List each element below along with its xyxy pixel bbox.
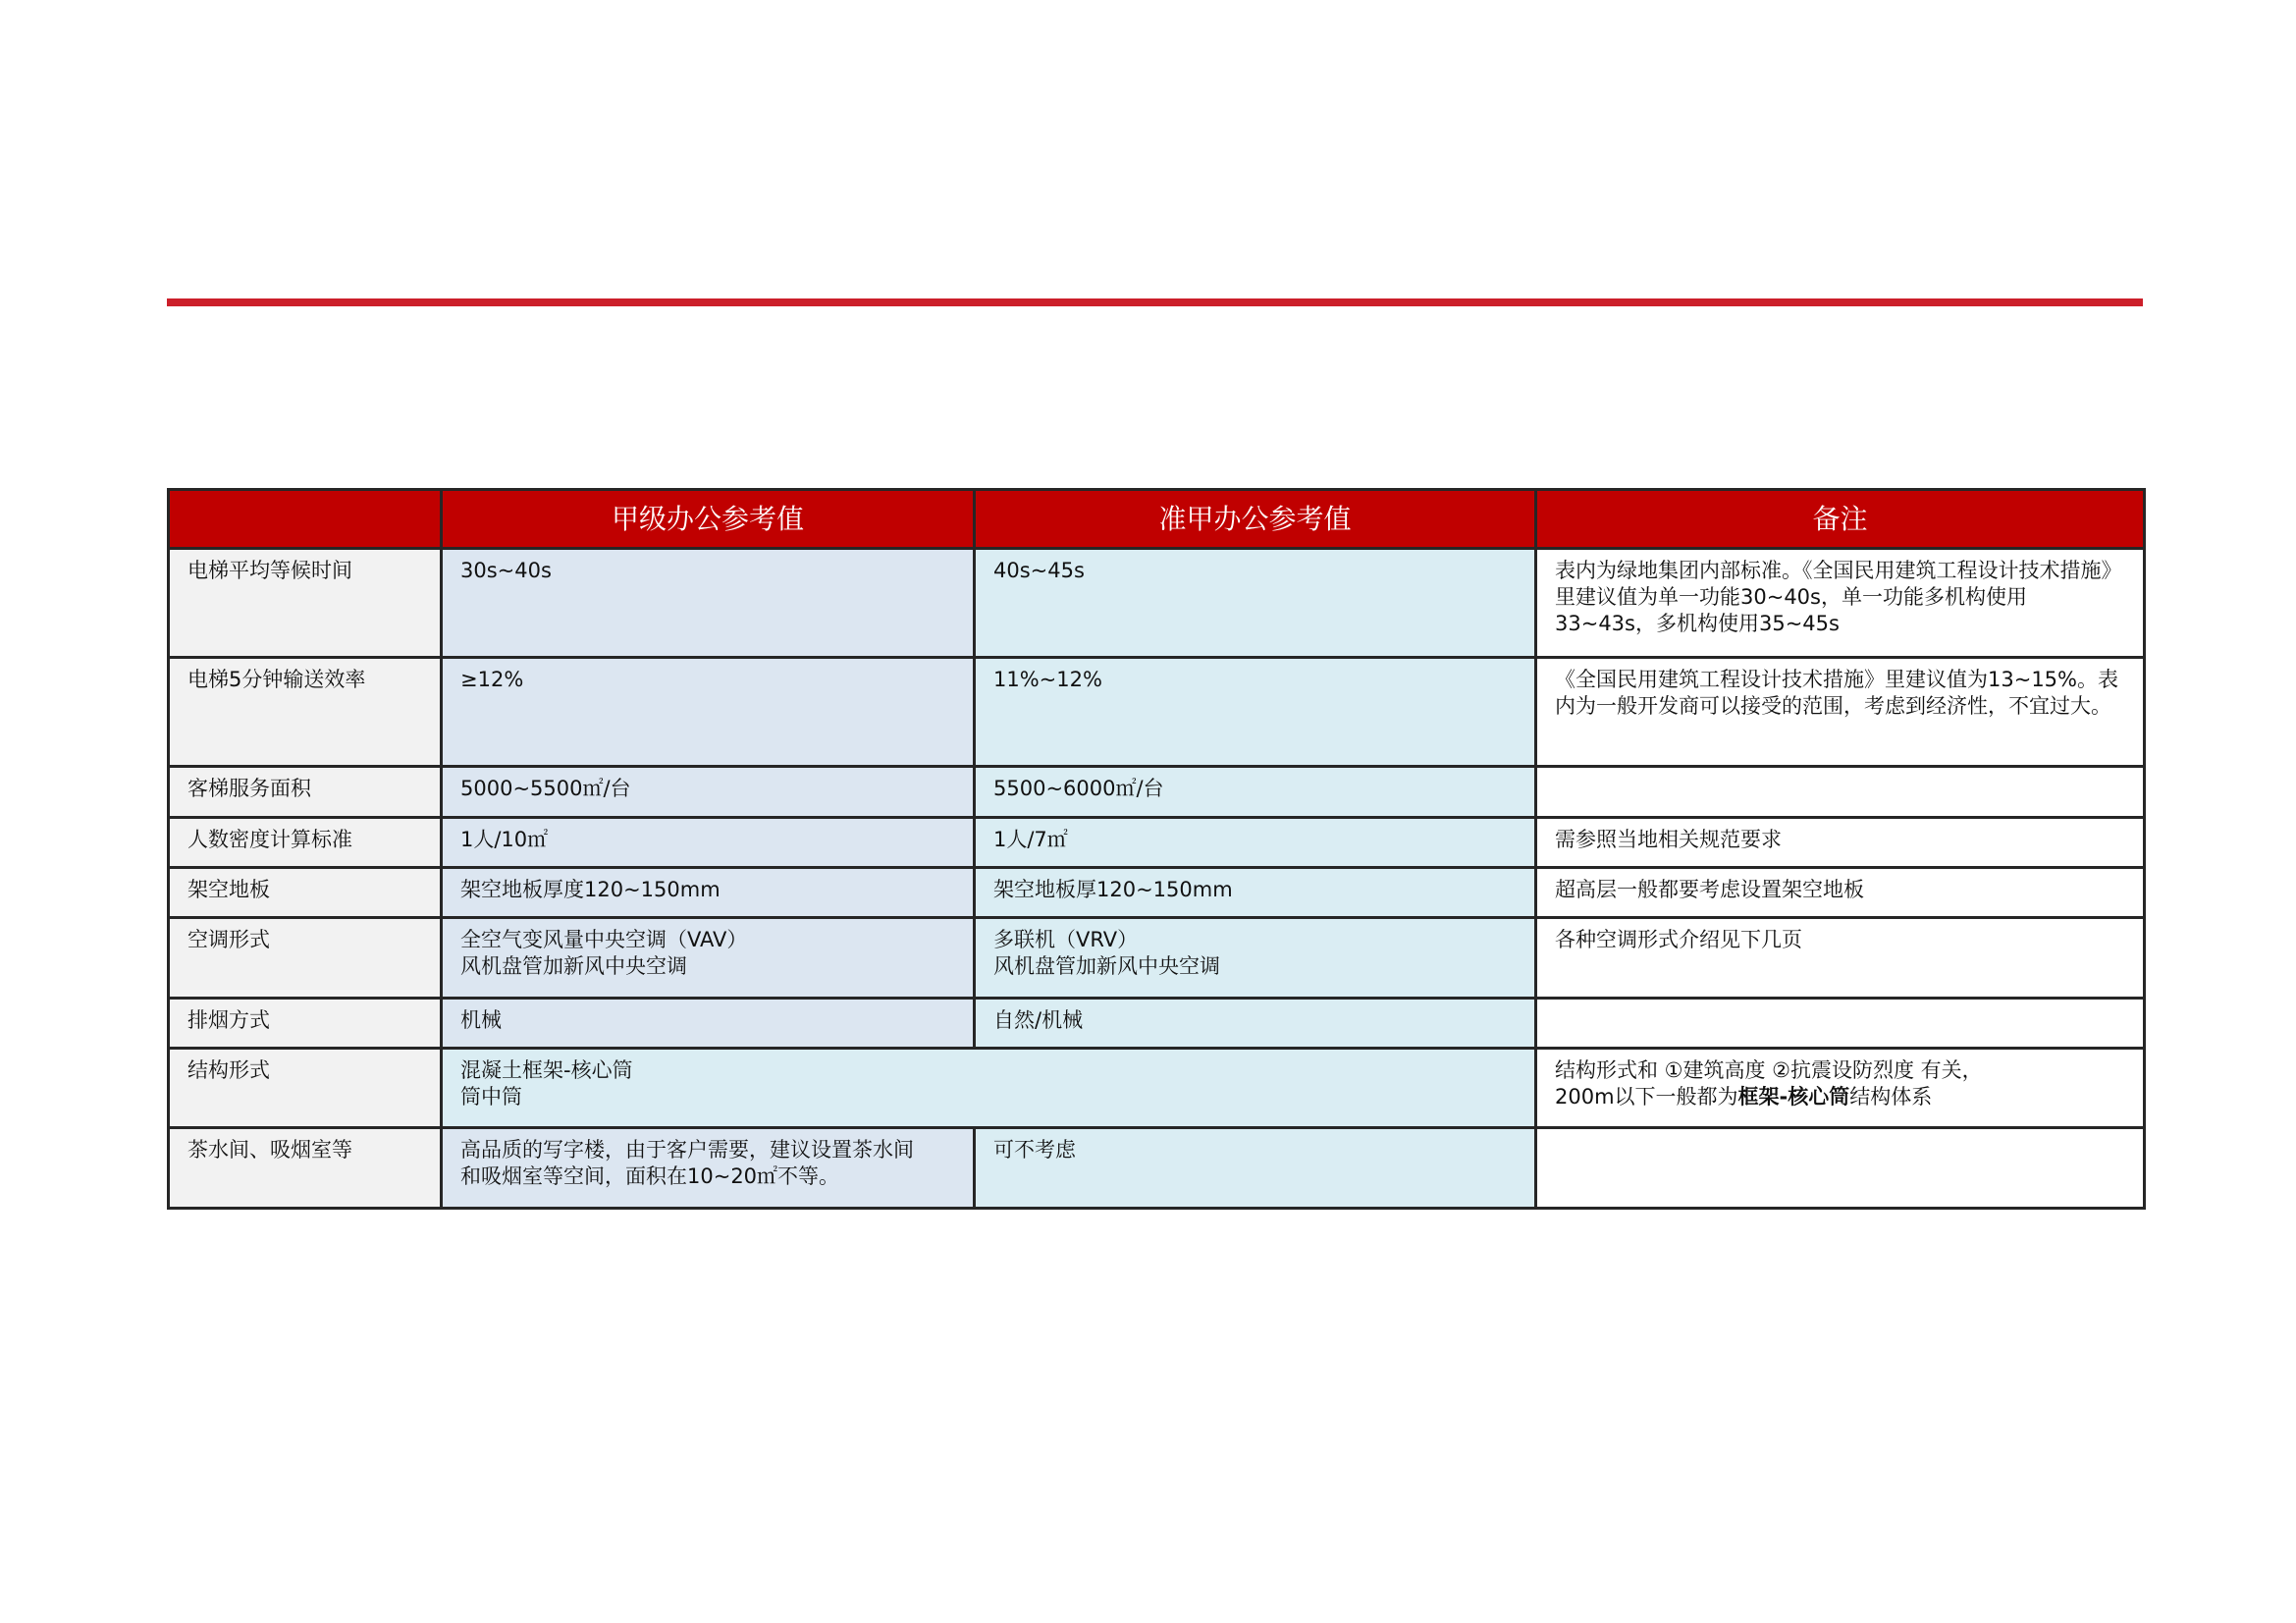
table-row (169, 868, 2145, 918)
remark-text: 200m以下一般都为 (1555, 1085, 1738, 1109)
merged-structure-value (442, 1049, 1536, 1128)
grade-a-value: 5000~5500㎡/台 (442, 767, 975, 818)
cell-line: 筒中筒 (460, 1085, 522, 1109)
cell-line: 多联机（VRV） (993, 928, 1139, 951)
cell-line: 全空气变风量中央空调（VAV） (460, 928, 748, 951)
row-label: 茶水间、吸烟室等 (169, 1128, 442, 1209)
remark: 需参照当地相关规范要求 (1536, 818, 2145, 868)
grade-a-value: 30s~40s (442, 549, 975, 658)
cell-line: 风机盘管加新风中央空调 (460, 954, 687, 978)
cell-line: 混凝土框架-核心筒 (460, 1058, 633, 1082)
quasi-grade-a-value: 11%~12% (975, 658, 1536, 767)
cell-line: 和吸烟室等空间，面积在10~20㎡不等。 (460, 1164, 840, 1188)
remark-text: 表内为绿地集团内部标准。《全国民用建筑工程设计技术措施》里建议值为单一功能30~40s，单一功能多机构使用33~43s，多机构使用35~45s (1555, 559, 2122, 635)
remark (1536, 999, 2145, 1049)
row-label: 电梯5分钟输送效率 (169, 658, 442, 767)
row-label: 客梯服务面积 (169, 767, 442, 818)
table-row (169, 1128, 2145, 1209)
header-grade-a: 甲级办公参考值 (442, 490, 975, 549)
grade-a-value (442, 1128, 975, 1209)
table-row (169, 999, 2145, 1049)
remark-line: 结构形式和 ①建筑高度 ②抗震设防烈度 有关， (1555, 1058, 1983, 1082)
remark: 各种空调形式介绍见下几页 (1536, 918, 2145, 999)
quasi-grade-a-value: 可不考虑 (975, 1128, 1536, 1209)
cell-line: 高品质的写字楼，由于客户需要，建议设置茶水间 (460, 1138, 914, 1162)
row-label: 空调形式 (169, 918, 442, 999)
remark (1536, 767, 2145, 818)
quasi-grade-a-value: 5500~6000㎡/台 (975, 767, 1536, 818)
grade-a-value: 架空地板厚度120~150mm (442, 868, 975, 918)
remark-emphasis: 框架-核心筒 (1737, 1085, 1850, 1109)
row-label: 电梯平均等候时间 (169, 549, 442, 658)
table-row (169, 1049, 2145, 1128)
remark-text: 结构体系 (1849, 1085, 1933, 1109)
quasi-grade-a-value: 架空地板厚120~150mm (975, 868, 1536, 918)
quasi-grade-a-value: 1人/7㎡ (975, 818, 1536, 868)
row-label: 结构形式 (169, 1049, 442, 1128)
header-remarks: 备注 (1536, 490, 2145, 549)
table-row (169, 918, 2145, 999)
header-corner (169, 490, 442, 549)
table-row (169, 549, 2145, 658)
cell-line: 风机盘管加新风中央空调 (993, 954, 1220, 978)
remark-line (1555, 1084, 2125, 1110)
table-row (169, 818, 2145, 868)
row-label: 人数密度计算标准 (169, 818, 442, 868)
quasi-grade-a-value (975, 918, 1536, 999)
quasi-grade-a-value: 自然/机械 (975, 999, 1536, 1049)
office-spec-table (167, 488, 2146, 1210)
grade-a-value: 机械 (442, 999, 975, 1049)
remark (1536, 1128, 2145, 1209)
table-row (169, 767, 2145, 818)
quasi-grade-a-value: 40s~45s (975, 549, 1536, 658)
header-quasi-grade-a: 准甲办公参考值 (975, 490, 1536, 549)
row-label: 排烟方式 (169, 999, 442, 1049)
remark (1536, 1049, 2145, 1128)
title-rule (167, 298, 2143, 306)
remark-text: 《全国民用建筑工程设计技术措施》里建议值为13~15%。表内为一般开发商可以接受的范围，考虑到经济性，不宜过大。 (1555, 668, 2118, 718)
table-row (169, 658, 2145, 767)
grade-a-value (442, 918, 975, 999)
remark (1536, 658, 2145, 767)
table-header-row (169, 490, 2145, 549)
grade-a-value: 1人/10㎡ (442, 818, 975, 868)
remark: 超高层一般都要考虑设置架空地板 (1536, 868, 2145, 918)
remark (1536, 549, 2145, 658)
row-label: 架空地板 (169, 868, 442, 918)
grade-a-value: ≥12% (442, 658, 975, 767)
